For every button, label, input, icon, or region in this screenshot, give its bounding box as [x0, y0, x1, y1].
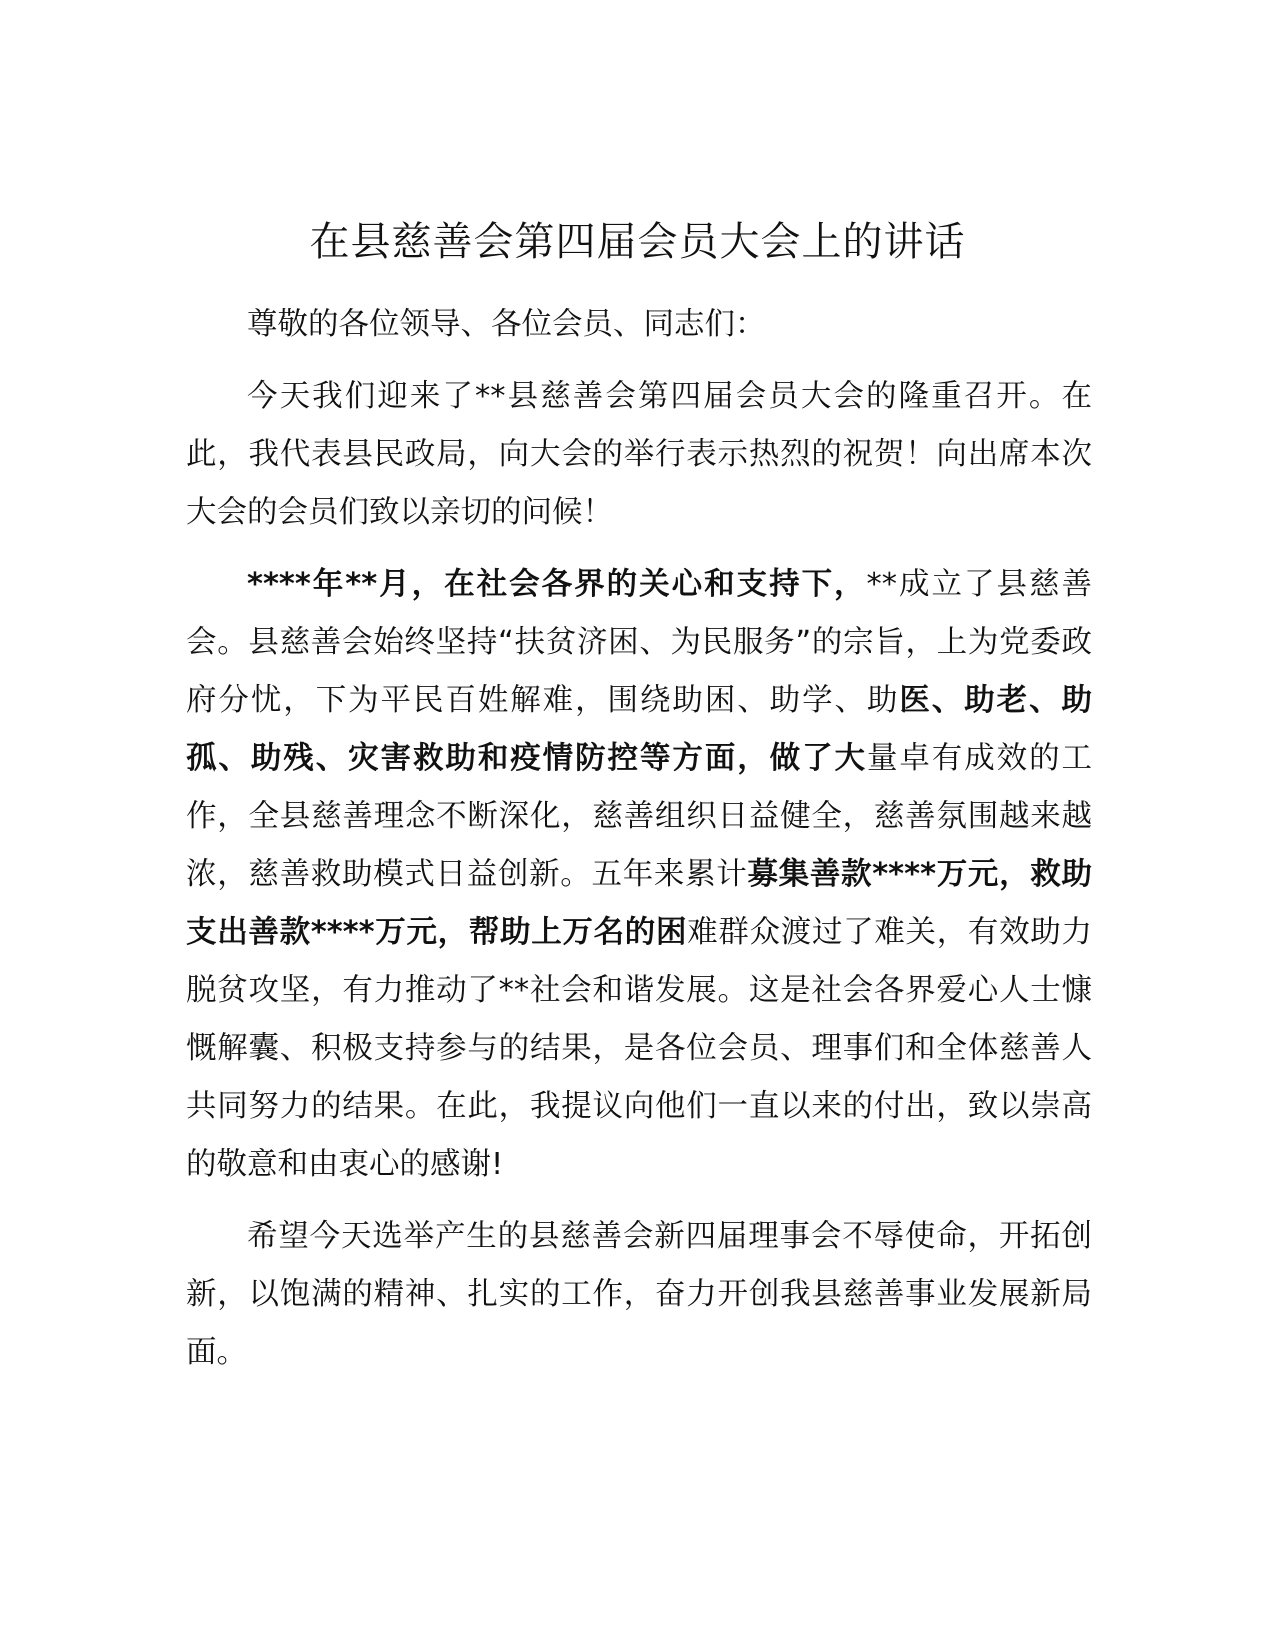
paragraph-segment: 难群众渡过了难关，有效助力脱贫攻坚，有力推动了**社会和谐发展。这是社会各界爱心人士慷慨解囊、积极支持参与的结果，是各位会员、理事们和全体慈善人共同努力的结果。在此，我提议向他们一直以来的付出，致以崇高的敬意和由衷心的感谢!: [186, 915, 1092, 1182]
paragraph-achievements: [186, 556, 1092, 1194]
paragraph-segment-bold: ****年**月，在社会各界的关心和支持下，: [247, 567, 867, 602]
paragraph-opening: 今天我们迎来了**县慈善会第四届会员大会的隆重召开。在此，我代表县民政局，向大会的举行表示热烈的祝贺！向出席本次大会的会员们致以亲切的问候！: [186, 379, 1092, 530]
document-title: 在县慈善会第四届会员大会上的讲话: [309, 219, 966, 265]
paragraph-segment-bold: 募集善款****万元，救助支出善款****万元，帮助上万名的困: [186, 857, 1092, 950]
paragraph-hope: 希望今天选举产生的县慈善会新四届理事会不辱使命，开拓创新，以饱满的精神、扎实的工作，奋力开创我县慈善事业发展新局面。: [186, 1219, 1092, 1370]
document-body: [186, 296, 1092, 1382]
paragraph-segment-bold: 医、助老、助孤、助残、灾害救助和疫情防控等方面，做了大: [186, 683, 1093, 776]
paragraph-segment: **成立了县慈善会。县慈善会始终坚持“扶贫济困、为民服务”的宗旨，上为党委政府分忧，下为平民百姓解难，围绕助困、助学、助: [186, 567, 1092, 718]
salutation: 尊敬的各位领导、各位会员、同志们：: [247, 307, 766, 342]
paragraph-segment: 量卓有成效的工作，全县慈善理念不断深化，慈善组织日益健全，慈善氛围越来越浓，慈善救助模式日益创新。五年来累计: [186, 741, 1093, 892]
